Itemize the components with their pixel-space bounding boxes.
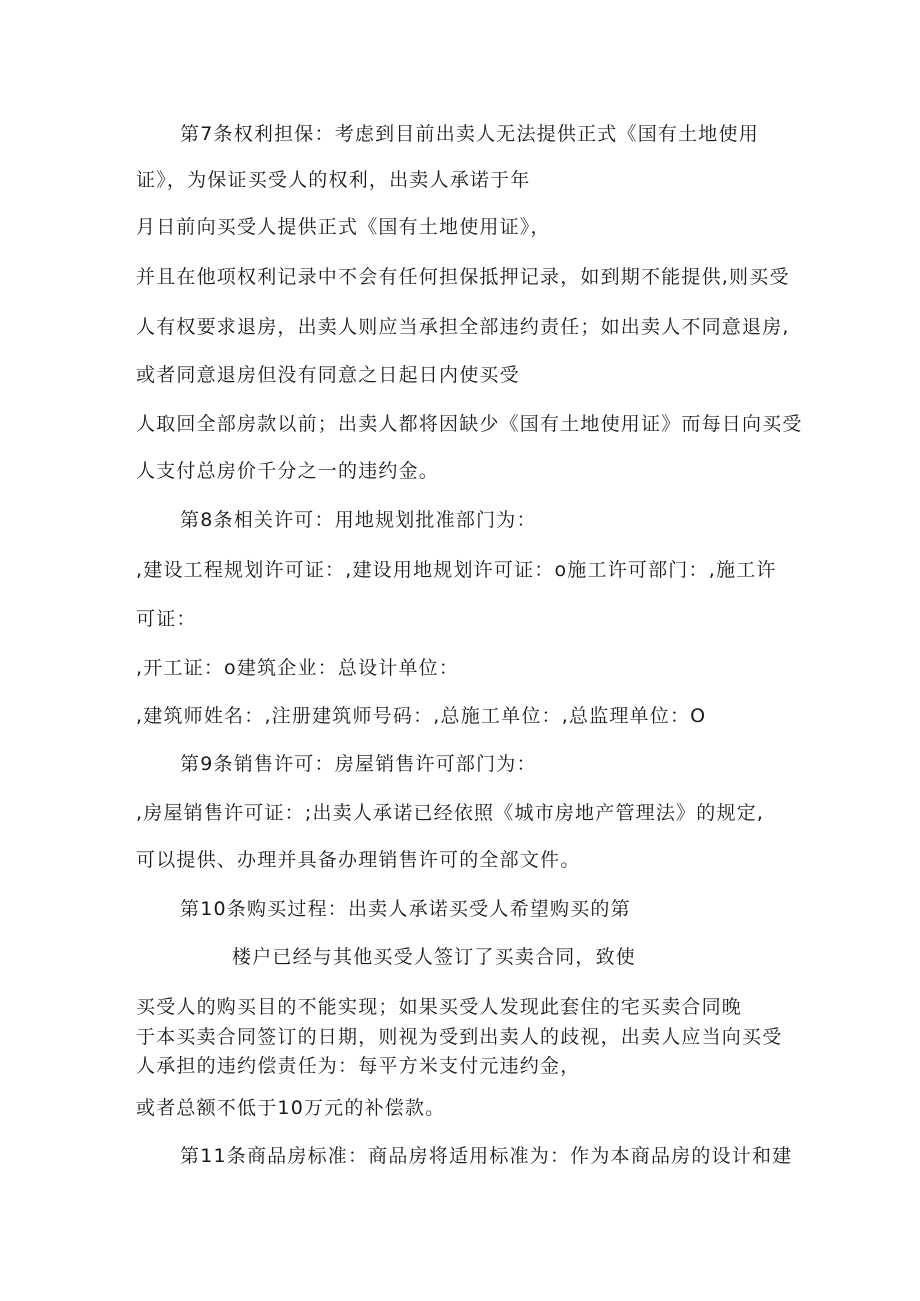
article-11-line-1: 第11条商品房标准：商品房将适用标准为：作为本商品房的设计和建 xyxy=(180,1145,793,1167)
article-9-line-2: ,房屋销售许可证：;出卖人承诺已经依照《城市房地产管理法》的规定, xyxy=(136,802,765,824)
article-7-line-3: 月日前向买受人提供正式《国有土地使用证》， xyxy=(136,216,551,238)
article-10-line-5: 人承担的违约偿责任为：每平方米支付元违约金， xyxy=(136,1055,581,1077)
article-7-line-4: 并且在他项权利记录中不会有任何担保抵押记录，如到期不能提供,则买受 xyxy=(136,266,790,288)
article-8-line-3: 可证： xyxy=(136,608,197,630)
article-7-line-2: 证》，为保证买受人的权利，出卖人承诺于年 xyxy=(136,169,531,191)
article-9-line-3: 可以提供、办理并具备办理销售许可的全部文件。 xyxy=(136,849,581,871)
article-10-line-1: 第10条购买过程：出卖人承诺买受人希望购买的第 xyxy=(180,898,631,920)
article-8-line-5: ,建筑师姓名：,注册建筑师号码：,总施工单位：,总监理单位：O xyxy=(136,705,707,727)
article-9-line-1: 第9条销售许可：房屋销售许可部门为： xyxy=(180,753,537,775)
article-10-line-2: 楼户已经与其他买受人签订了买卖合同，致使 xyxy=(232,946,637,968)
article-7-line-5: 人有权要求退房，出卖人则应当承担全部违约责任；如出卖人不同意退房, xyxy=(136,316,790,338)
article-8-line-2: ,建设工程规划许可证：,建设用地规划许可证：o施工许可部门：,施工许 xyxy=(136,559,777,581)
article-10-line-6: 或者总额不低于10万元的补偿款。 xyxy=(136,1097,446,1119)
article-10-line-4: 于本买卖合同签订的日期，则视为受到出卖人的歧视，出卖人应当向买受 xyxy=(136,1026,783,1048)
article-7-line-1: 第7条权利担保：考虑到目前出卖人无法提供正式《国有土地使用 xyxy=(180,123,759,145)
article-10-line-3: 买受人的购买目的不能实现；如果买受人发现此套住的宅买卖合同晚 xyxy=(136,996,743,1018)
article-7-line-7: 人取回全部房款以前；出卖人都将因缺少《国有土地使用证》而每日向买受 xyxy=(136,413,803,435)
article-7-line-8: 人支付总房价千分之一的违约金。 xyxy=(136,460,440,482)
article-8-line-4: ,开工证：o建筑企业：总设计单位： xyxy=(136,657,460,679)
article-7-line-6: 或者同意退房但没有同意之日起日内使买受 xyxy=(136,364,520,386)
article-8-line-1: 第8条相关许可：用地规划批准部门为： xyxy=(180,509,537,531)
